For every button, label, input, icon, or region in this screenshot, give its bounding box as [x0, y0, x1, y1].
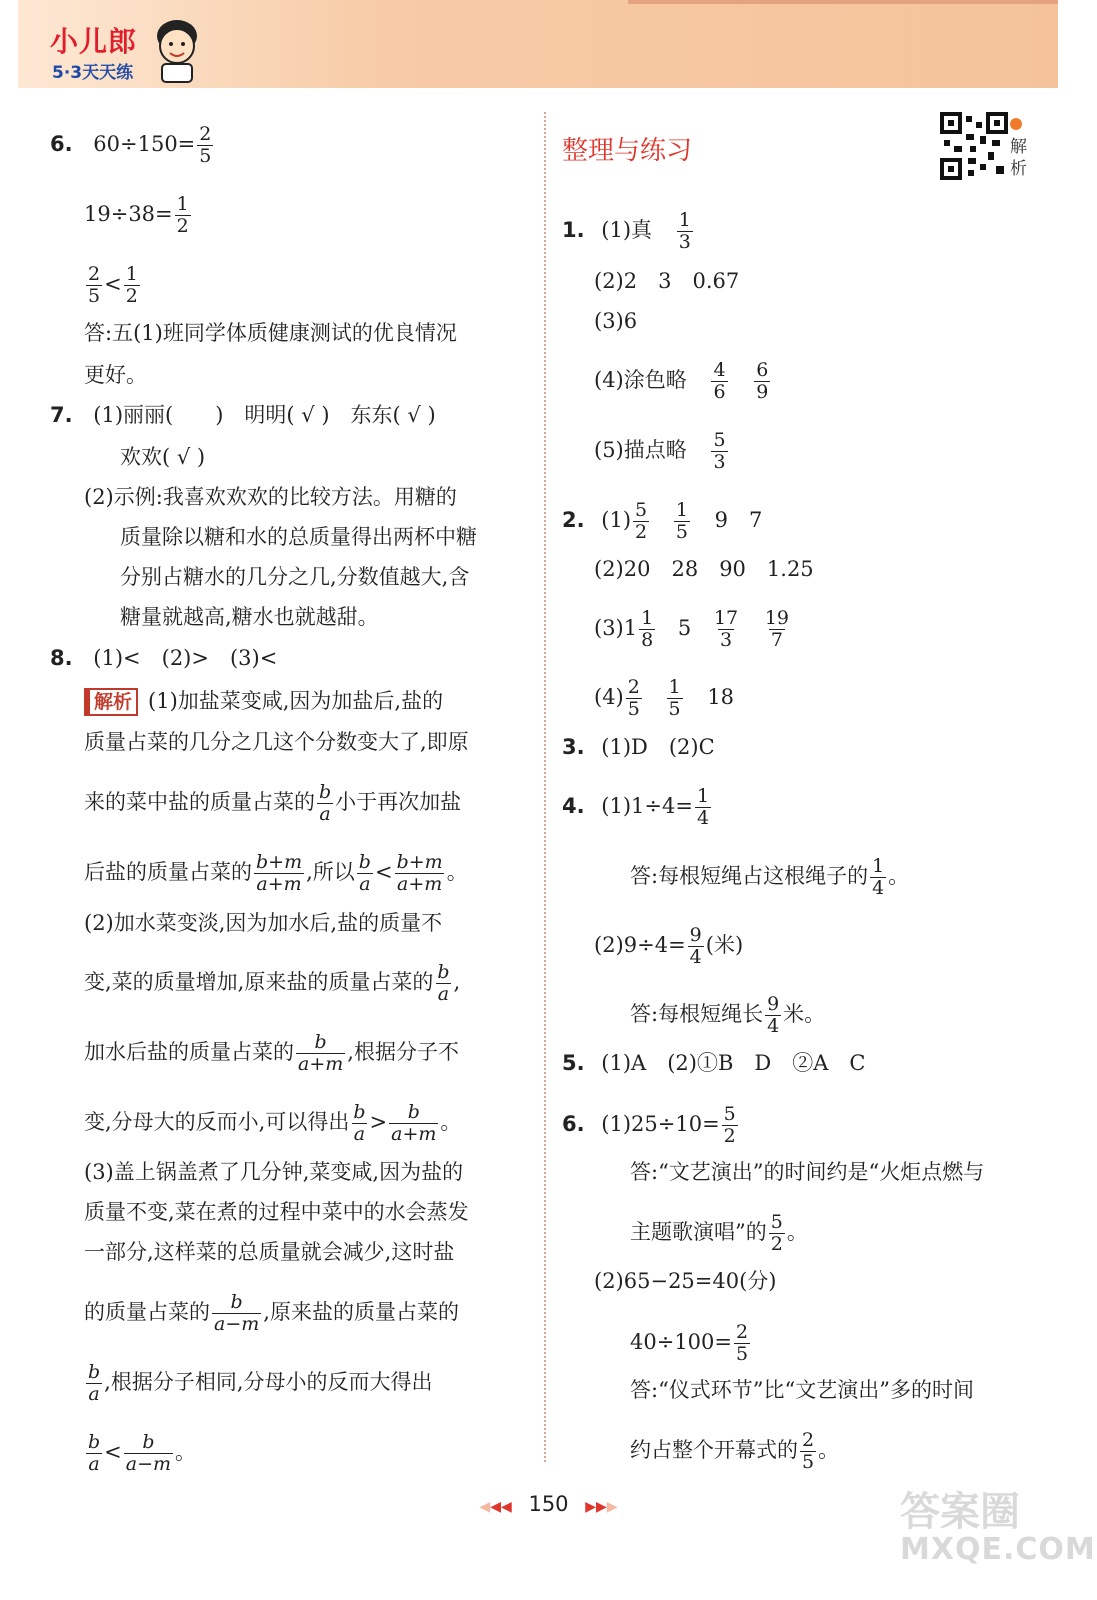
- series-name: 5·3天天练: [52, 63, 134, 83]
- analysis-line1: 解析 (1)加盐菜变咸,因为加盐后,盐的: [84, 686, 443, 716]
- analysis-line9: (3)盖上锅盖煮了几分钟,菜变咸,因为盐的: [84, 1160, 464, 1184]
- r1-line3: (3)6: [594, 309, 638, 333]
- fraction: $\frac{17}{3}$: [713, 607, 739, 651]
- analysis-line6: 变,菜的质量增加,原来盐的质量占菜的 $\frac{b}{a}$ ,: [84, 961, 461, 1005]
- fraction: $\frac{b}{a+m}$: [391, 1101, 437, 1145]
- r1-line1: 1. (1)真 $\frac{1}{3}$: [562, 209, 691, 253]
- fraction: $\frac{5}{2}$: [770, 1211, 783, 1255]
- expr: 60÷150=: [93, 132, 196, 156]
- fraction: $\frac{1}{4}$: [696, 785, 710, 829]
- question-number: 6.: [50, 132, 73, 156]
- r2-line3: (3)1 $\frac{1}{8}$ 5 $\frac{17}{3}$ $\frac{19}{7}$: [594, 607, 790, 651]
- qr-label: 解析: [1010, 114, 1032, 180]
- fraction: $\frac{1}{2}$: [176, 193, 189, 237]
- r6-line4: (2)65−25=40(分): [594, 1269, 777, 1293]
- fraction: $\frac{b}{a+m}$: [298, 1031, 344, 1075]
- question-number: 5.: [562, 1051, 585, 1075]
- section-title: 整理与练习: [562, 136, 693, 166]
- page-number: 150: [528, 1492, 569, 1516]
- brand-logo: 小儿郎: [50, 25, 138, 58]
- r2-line2: (2)20 28 90 1.25: [594, 557, 814, 581]
- fraction: $\frac{19}{7}$: [764, 607, 790, 651]
- fraction: $\frac{b}{a}$: [88, 1431, 101, 1475]
- r6-line5: 40÷100= $\frac{2}{5}$: [630, 1321, 749, 1365]
- fraction: $\frac{b}{a}$: [437, 961, 450, 1005]
- r6-line7: 约占整个开幕式的 $\frac{2}{5}$ 。: [630, 1429, 840, 1473]
- q7-line1: [50, 400, 436, 430]
- analysis-tag: 解析: [84, 688, 138, 716]
- question-number: 8.: [50, 646, 73, 670]
- fraction: $\frac{b}{a}$: [88, 1361, 101, 1405]
- fraction: $\frac{b}{a}$: [353, 1101, 366, 1145]
- text: (1)< (2)> (3)<: [93, 646, 278, 670]
- r4-line3: (2)9÷4= $\frac{9}{4}$ (米): [594, 924, 744, 968]
- question-number: 3.: [562, 735, 585, 759]
- fraction: $\frac{9}{4}$: [767, 993, 780, 1037]
- analysis-line11: 一部分,这样菜的总质量就会减少,这时盐: [84, 1240, 455, 1264]
- fraction: $\frac{b}{a-m}$: [125, 1431, 172, 1475]
- q7-line3: (2)示例:我喜欢欢欢的比较方法。用糖的: [84, 485, 457, 509]
- column-divider: [544, 112, 546, 1462]
- q6-compare: $\frac{2}{5}$ < $\frac{1}{2}$: [88, 263, 138, 307]
- next-arrow-icon: ▶: [606, 1499, 618, 1515]
- watermark-logo: 答案圈: [900, 1489, 1020, 1535]
- analysis-line3: 来的菜中盐的质量占菜的 $\frac{b}{a}$ 小于再次加盐: [84, 781, 462, 825]
- r3-line1: 3. (1)D (2)C: [562, 735, 715, 759]
- fraction: $\frac{b}{a}$: [319, 781, 332, 825]
- fraction: $\frac{b+m}{a+m}$: [256, 851, 303, 895]
- r5-line1: 5. (1)A (2)①B D ②A C: [562, 1051, 866, 1075]
- q7-line4: 质量除以糖和水的总质量得出两杯中糖: [120, 525, 477, 549]
- fraction: $\frac{5}{3}$: [713, 429, 726, 473]
- r1-line2: (2)2 3 0.67: [594, 269, 740, 293]
- q7-line2: 欢欢( √ ): [120, 445, 206, 469]
- fraction: $\frac{b+m}{a+m}$: [396, 851, 443, 895]
- fraction: $\frac{6}{9}$: [756, 359, 769, 403]
- fraction: $\frac{5}{2}$: [635, 499, 648, 543]
- r6-line3: 主题歌演唱”的 $\frac{5}{2}$ 。: [630, 1211, 808, 1255]
- r6-line2: 答:“文艺演出”的时间约是“火炬点燃与: [630, 1160, 985, 1184]
- analysis-line5: (2)加水菜变淡,因为加水后,盐的质量不: [84, 911, 443, 935]
- analysis-line12: 的质量占菜的 $\frac{b}{a-m}$ ,原来盐的质量占菜的: [84, 1291, 459, 1335]
- fraction: $\frac{1}{8}$: [641, 607, 654, 651]
- r6-line6: 答:“仪式环节”比“文艺演出”多的时间: [630, 1378, 975, 1402]
- fraction: $\frac{5}{2}$: [723, 1103, 736, 1147]
- q8-line1: [50, 643, 277, 673]
- r6-line1: 6. (1)25÷10= $\frac{5}{2}$: [562, 1103, 736, 1147]
- fraction: $\frac{2}{5}$: [627, 676, 640, 720]
- watermark-url: MXQE.COM: [900, 1532, 1096, 1567]
- question-number: 6.: [562, 1112, 585, 1136]
- r1-line5: (5)描点略 $\frac{5}{3}$: [594, 429, 726, 473]
- analysis-line8: 变,分母大的反而小,可以得出 $\frac{b}{a}$ > $\frac{b}{a+m}$ 。: [84, 1101, 462, 1145]
- q6-answer: 答:五(1)班同学体质健康测试的优良情况: [84, 321, 457, 345]
- fraction: $\frac{4}{6}$: [713, 359, 726, 403]
- fraction: $\frac{1}{3}$: [678, 209, 691, 253]
- fraction: $\frac{2}{5}$: [736, 1321, 749, 1365]
- q7-line5: 分别占糖水的几分之几,分数值越大,含: [120, 565, 470, 589]
- q7-line6: 糖量就越高,糖水也就越甜。: [120, 605, 379, 629]
- q6-line2: [84, 194, 193, 237]
- r2-line4: (4) $\frac{2}{5}$ $\frac{1}{5}$ 18: [594, 676, 735, 720]
- fraction: $\frac{2}{5}$: [199, 123, 212, 167]
- q6-line1: [50, 124, 215, 167]
- r4-line4: 答:每根短绳长 $\frac{9}{4}$ 米。: [630, 993, 826, 1037]
- expr: 19÷38=: [84, 202, 173, 226]
- prev-arrow-icon: ◀◀: [490, 1499, 512, 1515]
- analysis-line4: 后盐的质量占菜的 $\frac{b+m}{a+m}$ ,所以 $\frac{b}{a}$ < $\frac{b+m}{a+m}$ 。: [84, 851, 468, 895]
- analysis-line2: 质量占菜的几分之几这个分数变大了,即原: [84, 730, 469, 754]
- fraction: $\frac{b}{a-m}$: [214, 1291, 260, 1335]
- analysis-line7: 加水后盐的质量占菜的 $\frac{b}{a+m}$ ,根据分子不: [84, 1031, 459, 1075]
- q6-answer-cont: 更好。: [84, 363, 147, 387]
- fraction: $\frac{1}{5}$: [668, 676, 681, 720]
- fraction: $\frac{2}{5}$: [88, 263, 101, 307]
- question-number: 4.: [562, 794, 585, 818]
- prev-arrow-icon: ◀: [479, 1499, 491, 1515]
- fraction: $\frac{1}{2}$: [125, 263, 138, 307]
- header-strip: [628, 0, 1058, 4]
- analysis-line13: $\frac{b}{a}$ ,根据分子相同,分母小的反而大得出: [88, 1361, 433, 1405]
- analysis-line14: $\frac{b}{a}$ < $\frac{b}{a-m}$ 。: [88, 1431, 197, 1475]
- fraction: $\frac{b}{a}$: [358, 851, 371, 895]
- fraction: $\frac{1}{5}$: [675, 499, 688, 543]
- r4-line2: 答:每根短绳占这根绳子的 $\frac{1}{4}$ 。: [630, 855, 910, 899]
- qr-code-icon[interactable]: [940, 112, 1008, 180]
- r4-line1: 4. (1)1÷4= $\frac{1}{4}$: [562, 785, 710, 829]
- text: (1)丽丽( ) 明明( √ ) 东东( √ ): [93, 403, 436, 427]
- mascot-icon: [148, 14, 206, 84]
- next-arrow-icon: ▶▶: [585, 1499, 607, 1515]
- analysis-line10: 质量不变,菜在煮的过程中菜中的水会蒸发: [84, 1200, 469, 1224]
- question-number: 7.: [50, 403, 73, 427]
- play-icon: [1010, 118, 1022, 130]
- r2-line1: 2. (1) $\frac{5}{2}$ $\frac{1}{5}$ 9 7: [562, 499, 763, 543]
- fraction: $\frac{2}{5}$: [802, 1429, 815, 1473]
- fraction: $\frac{9}{4}$: [689, 924, 702, 968]
- question-number: 2.: [562, 508, 585, 532]
- question-number: 1.: [562, 218, 585, 242]
- r1-line4: (4)涂色略 $\frac{4}{6}$ $\frac{6}{9}$: [594, 359, 769, 403]
- fraction: $\frac{1}{4}$: [872, 855, 885, 899]
